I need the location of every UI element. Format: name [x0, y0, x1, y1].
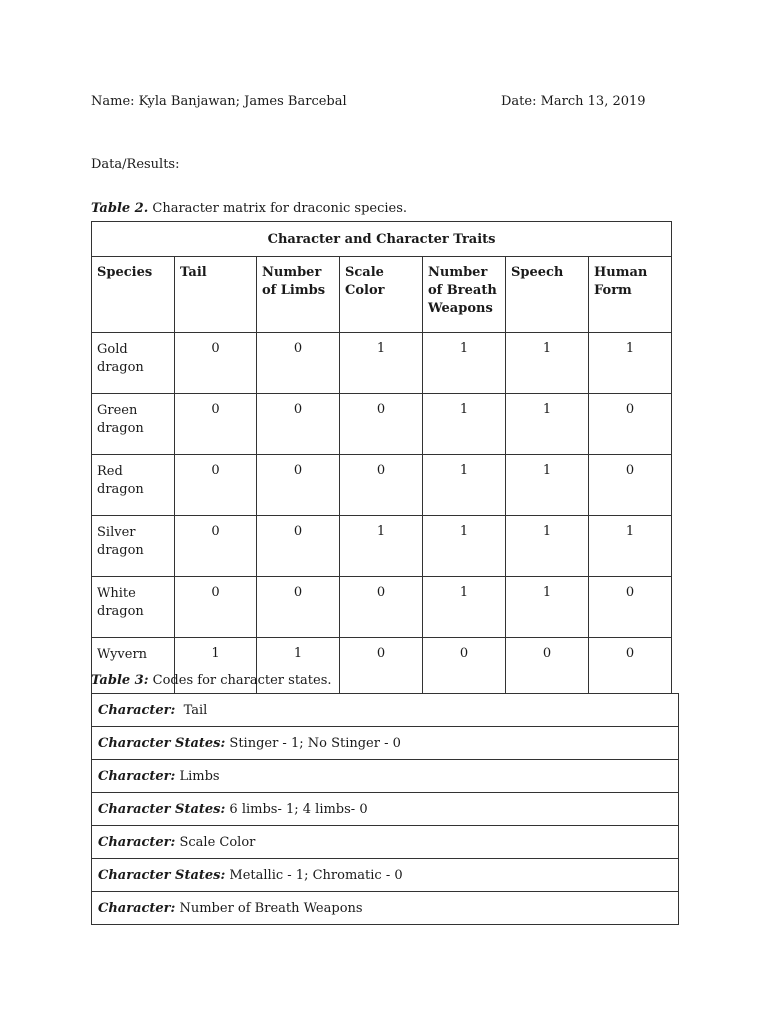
species-cell: Gold dragon: [92, 333, 175, 394]
value-cell: 0: [175, 455, 257, 516]
character-codes-table: [91, 693, 679, 925]
column-header: Scale Color: [340, 257, 423, 333]
value-cell: 0: [506, 638, 589, 694]
value-cell: 0: [257, 394, 340, 455]
code-cell: [92, 694, 679, 727]
column-header: Species: [92, 257, 175, 333]
code-label: Character States:: [98, 867, 226, 883]
table-row: [92, 727, 679, 760]
value-cell: 0: [589, 638, 672, 694]
value-cell: 0: [589, 577, 672, 638]
code-text: Stinger - 1; No Stinger - 0: [225, 735, 401, 751]
value-cell: 1: [506, 394, 589, 455]
code-label: Character:: [98, 900, 176, 916]
code-text: Number of Breath Weapons: [175, 900, 363, 916]
date-line: Date: March 13, 2019: [501, 94, 646, 109]
table-row: [92, 760, 679, 793]
value-cell: 1: [423, 333, 506, 394]
code-label: Character:: [98, 768, 176, 784]
code-text: Tail: [175, 702, 208, 718]
value-cell: 1: [340, 516, 423, 577]
table2-caption-label: Table 2.: [91, 201, 149, 216]
table-row: [92, 859, 679, 892]
code-text: Limbs: [175, 768, 220, 784]
table-row: [92, 333, 672, 394]
table3-caption: [91, 673, 332, 688]
code-cell: [92, 826, 679, 859]
code-text: 6 limbs- 1; 4 limbs- 0: [225, 801, 368, 817]
code-text: Metallic - 1; Chromatic - 0: [225, 867, 403, 883]
value-cell: 0: [423, 638, 506, 694]
value-cell: 0: [175, 333, 257, 394]
table2-caption: [91, 201, 407, 216]
species-cell: White dragon: [92, 577, 175, 638]
value-cell: 0: [257, 516, 340, 577]
value-cell: 0: [340, 577, 423, 638]
value-cell: 0: [175, 516, 257, 577]
code-label: Character:: [98, 834, 176, 850]
value-cell: 1: [589, 516, 672, 577]
column-header: Speech: [506, 257, 589, 333]
species-cell: Red dragon: [92, 455, 175, 516]
value-cell: 1: [589, 333, 672, 394]
code-label: Character States:: [98, 801, 226, 817]
value-cell: 1: [506, 577, 589, 638]
character-matrix-table: [91, 221, 672, 694]
column-header: Human Form: [589, 257, 672, 333]
name-line: Name: Kyla Banjawan; James Barcebal: [91, 94, 347, 109]
table-row: [92, 793, 679, 826]
table-row: [92, 826, 679, 859]
value-cell: 0: [340, 394, 423, 455]
code-text: Scale Color: [175, 834, 256, 850]
table-row: [92, 455, 672, 516]
species-cell: Silver dragon: [92, 516, 175, 577]
column-header: Number of Limbs: [257, 257, 340, 333]
value-cell: 1: [423, 516, 506, 577]
species-cell: Wyvern: [92, 638, 175, 694]
table3-caption-label: Table 3:: [91, 673, 149, 688]
code-cell: [92, 892, 679, 925]
value-cell: 0: [589, 394, 672, 455]
table-row: [92, 394, 672, 455]
species-cell: Green dragon: [92, 394, 175, 455]
table-row: [92, 694, 679, 727]
value-cell: 1: [506, 333, 589, 394]
value-cell: 1: [423, 455, 506, 516]
value-cell: 0: [257, 333, 340, 394]
code-cell: [92, 727, 679, 760]
code-cell: [92, 793, 679, 826]
column-header: Number of Breath Weapons: [423, 257, 506, 333]
value-cell: 0: [175, 394, 257, 455]
value-cell: 0: [340, 455, 423, 516]
value-cell: 1: [340, 333, 423, 394]
code-cell: [92, 760, 679, 793]
value-cell: 1: [506, 455, 589, 516]
value-cell: 0: [175, 577, 257, 638]
value-cell: 1: [423, 577, 506, 638]
table3-caption-text: Codes for character states.: [148, 673, 332, 688]
value-cell: 1: [175, 638, 257, 694]
table-row: [92, 892, 679, 925]
code-cell: [92, 859, 679, 892]
table2-caption-text: Character matrix for draconic species.: [148, 201, 408, 216]
table2-group-header: Character and Character Traits: [92, 222, 672, 257]
value-cell: 1: [257, 638, 340, 694]
code-label: Character:: [98, 702, 176, 718]
value-cell: 0: [589, 455, 672, 516]
value-cell: 1: [423, 394, 506, 455]
value-cell: 0: [257, 577, 340, 638]
value-cell: 0: [257, 455, 340, 516]
section-label: Data/Results:: [91, 157, 180, 172]
value-cell: 1: [506, 516, 589, 577]
table-row: [92, 577, 672, 638]
code-label: Character States:: [98, 735, 226, 751]
value-cell: 0: [340, 638, 423, 694]
column-header: Tail: [175, 257, 257, 333]
table-row: [92, 516, 672, 577]
